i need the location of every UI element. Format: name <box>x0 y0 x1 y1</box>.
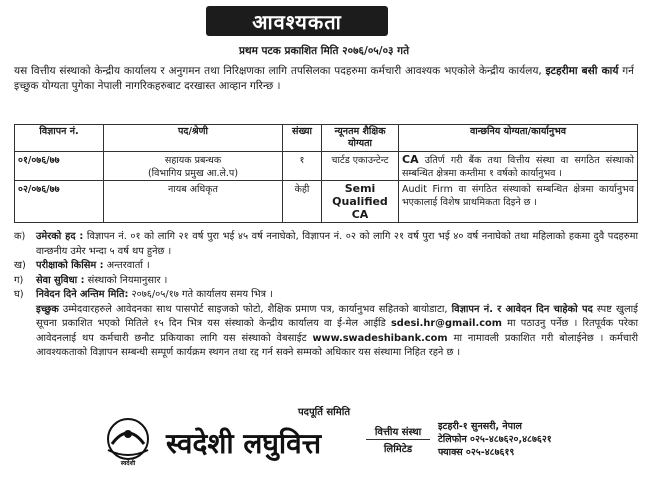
committee-name: पदपूर्ति समिति <box>297 407 351 418</box>
brand-name: स्वदेशी लघुवित्त <box>166 427 322 460</box>
institution-label: वित्तीय संस्था <box>374 427 422 438</box>
instructions-text-4: मा नामावली प्रकाशित गरी बोलाईनेछ । कर्मचारी आवश्यकताको विज्ञापन सम्बन्धी सम्पूर्ण कार्यक्रम स्थगन तथा रद्द गर्न सक्ने सम्मको अधिकार यस संस्थामा निहित रहने छ । <box>36 332 638 358</box>
fax: फ्याक्स ०२५-४८७६१९ <box>438 447 515 458</box>
address: इटहरी-१ सुनसरी, नेपाल <box>438 421 522 432</box>
ad-number: ०१/०७६/७७ <box>15 152 104 181</box>
item-text: २०७६/०५/१७ गते कार्यालय समय भित्र । <box>128 289 273 300</box>
contact-block <box>438 420 578 459</box>
instructions-text-1: उम्मेदवारहरुले आवेदनका साथ पासपोर्ट साइजको फोटो, शैक्षिक प्रमाण पत्र, कार्यानुभव सहितको बायोडाटा, <box>58 303 452 315</box>
website-url: www.swadeshibank.com <box>312 332 448 344</box>
instructions-lead: इच्छुक <box>36 303 59 315</box>
ad-number: ०२/०७६/७७ <box>15 181 104 223</box>
post-cell <box>104 181 283 223</box>
post-count: केही <box>283 181 322 223</box>
requirements-list <box>14 230 638 361</box>
logo-caption: स्वदेशी <box>120 460 136 466</box>
vacancy-table <box>14 124 638 223</box>
item-label: ख) <box>14 260 26 271</box>
intro-text-2: गर्न इच्छुक योग्यता पुगेका नेपाली नागरिकहरुबाट दरखास्त आव्हान गरिन्छ । <box>14 65 634 92</box>
experience-text: वा संगठित संस्थाको सम्बन्धित क्षेत्रमा कार्यानुभव भएकालाई विशेष प्राथमिकता दिइने छ । <box>402 184 635 208</box>
item-text: अन्तरवार्ता । <box>103 260 150 271</box>
instructions-text-2: स्पष्ट खुलाई सूचना प्रकाशित भएको मितिले १५ दिन भित्र यस संस्थाको केन्द्रीय कार्यालय वा ई-मेल आईडि <box>36 303 638 329</box>
item-label: घ) <box>14 289 24 300</box>
page-title: आवश्यकता <box>252 9 342 34</box>
experience-lead: Audit Firm <box>402 184 453 195</box>
post-name: नायब अधिकृत <box>168 184 218 195</box>
experience-cell <box>399 152 638 181</box>
experience-cell <box>399 181 638 223</box>
title-banner <box>206 6 388 36</box>
post-name: सहायक प्रबन्धक <box>164 155 222 166</box>
min-qualification: Semi Qualified CA <box>322 181 399 223</box>
list-item <box>14 230 638 259</box>
item-text: संस्थाको नियमानुसार । <box>84 274 168 286</box>
item-heading: सेवा सुविधा : <box>36 274 85 286</box>
list-item <box>14 274 638 289</box>
intro-paragraph <box>14 64 634 94</box>
header-ad-number: विज्ञापन नं. <box>15 125 104 152</box>
table-header-row <box>15 125 638 152</box>
header-post: पद/श्रेणी <box>104 125 283 152</box>
item-text: विज्ञापन नं. ०१ को लागि २१ वर्ष पुरा भई ४५ वर्ष ननाघेको, विज्ञापन नं. ०२ को लागि २१ वर्ष पुरा भई ४० वर्ष ननाघेको तथा महिलाको हकमा दुवै पदहरुमा वान्छनीय उमेर भन्दा ५ वर्ष थप हुनेछ । <box>36 231 638 257</box>
table-row <box>15 181 638 223</box>
experience-lead: CA <box>402 153 419 166</box>
item-heading: निवेदन दिने अन्तिम मिति: <box>36 289 129 300</box>
post-cell <box>104 152 283 181</box>
header-count: संख्या <box>283 125 322 152</box>
post-count: १ <box>283 152 322 181</box>
intro-text-1: यस वित्तीय संस्थाको केन्द्रीय कार्यालय र अनुगमन तथा निरिक्षणका लागि तपसिलका पदहरुमा कर्मचारी आवश्यक भएकोले केन्द्रीय कार्यलय, <box>14 65 546 77</box>
list-item <box>14 288 638 303</box>
divider <box>366 439 430 440</box>
email-address: sdesi.hr@gmail.com <box>390 318 502 329</box>
experience-text: उतिर्ण गरी बैंक तथा वित्तीय संस्था वा सगठित संस्थाको सम्बन्धित क्षेत्रमा कम्तीमा १ वर्षको कार्यानुभव । <box>402 155 634 179</box>
limited-label: लिमिटेड <box>383 444 413 455</box>
phone: टेलिफोन ०२५-४८७६२०,४८७६२१ <box>438 434 552 445</box>
item-label: ग) <box>14 274 24 286</box>
company-logo-icon <box>98 416 158 466</box>
publication-date: प्रथम पटक प्रकाशित मिति २०७६/०५/०३ गते <box>238 45 410 57</box>
item-heading: परीक्षाको किसिम : <box>36 260 104 271</box>
header-experience: वान्छनिय योग्यता/कार्यानुभव <box>399 125 638 152</box>
table-row <box>15 152 638 181</box>
institution-type <box>366 426 430 456</box>
item-heading: उमेरको हद : <box>36 231 84 242</box>
item-label: क) <box>14 231 26 242</box>
list-item <box>14 259 638 274</box>
post-detail: (विभागिय प्रमुख आ.ले.प) <box>147 168 239 179</box>
instructions-paragraph <box>14 303 638 361</box>
advertisement-page <box>6 4 642 476</box>
instructions-text-3: मा पठाउनु पर्नेछ । रितपूर्वक परेका आवेदनलाई थप कर्मचारी छनौट प्रकियाका लागि यस संस्थाको वेबसाईट <box>36 318 638 344</box>
header-qualification: न्यूनतम शैक्षिक योग्यता <box>322 125 399 152</box>
min-qualification: चार्टड एकाउन्टेन्ट <box>322 152 399 181</box>
instructions-bold: विज्ञापन नं. र आवेदन दिन चाहेको पद <box>451 303 593 315</box>
intro-bold: इटहरीमा बसी कार्य <box>545 65 619 77</box>
